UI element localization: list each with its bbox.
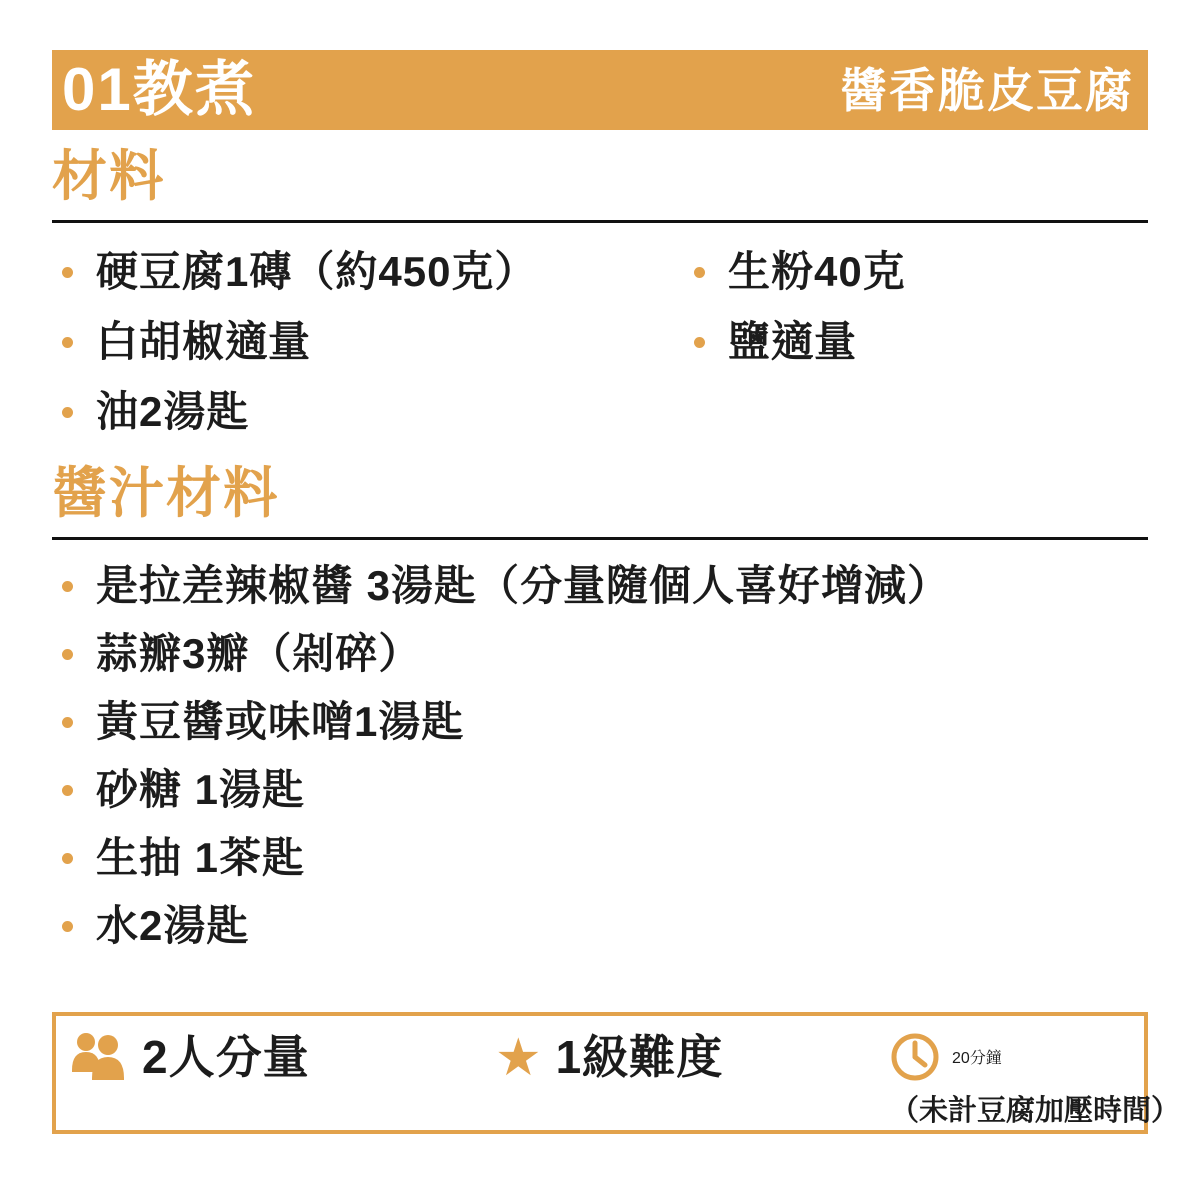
- list-item: 蒜瓣3瓣（剁碎）: [52, 620, 1148, 688]
- list-item: 油2湯匙: [52, 377, 684, 447]
- list-item: 硬豆腐1磚（約450克）: [52, 237, 684, 307]
- list-item: 砂糖 1湯匙: [52, 756, 1148, 824]
- difficulty-label: 1級難度: [555, 1031, 724, 1084]
- servings-info: [70, 1032, 495, 1084]
- time-label: 20分鐘: [952, 1050, 1002, 1067]
- list-item: 黃豆醬或味噌1湯匙: [52, 688, 1148, 756]
- people-icon: [70, 1032, 128, 1084]
- recipe-title: 醬香脆皮豆腐: [840, 63, 1134, 117]
- star-icon: ★: [495, 1028, 542, 1087]
- materials-left-column: [52, 237, 684, 447]
- sauce-heading: 醬汁材料: [52, 461, 281, 524]
- header-bar: [52, 50, 1148, 130]
- difficulty-info: [495, 1028, 890, 1087]
- list-item: 水2湯匙: [52, 892, 1148, 960]
- materials-divider: [52, 220, 1148, 223]
- materials-right-column: [684, 237, 1148, 447]
- list-item: 白胡椒適量: [52, 307, 684, 377]
- list-item: 生抽 1茶匙: [52, 824, 1148, 892]
- list-item: 鹽適量: [684, 307, 1148, 377]
- time-note: （未計豆腐加壓時間）: [890, 1094, 1181, 1127]
- clock-icon: [890, 1032, 940, 1082]
- servings-label: 2人分量: [142, 1031, 310, 1084]
- info-box: [52, 1012, 1181, 1134]
- sauce-list: [52, 552, 1148, 960]
- list-item: 是拉差辣椒醬 3湯匙（分量隨個人喜好增減）: [52, 552, 1148, 620]
- time-info: [890, 1032, 1180, 1129]
- materials-heading: 材料: [52, 145, 167, 207]
- brand-logo: 01教煮: [62, 56, 257, 123]
- list-item: 生粉40克: [684, 237, 1148, 307]
- materials-list: [52, 237, 1148, 447]
- sauce-divider: [52, 537, 1148, 540]
